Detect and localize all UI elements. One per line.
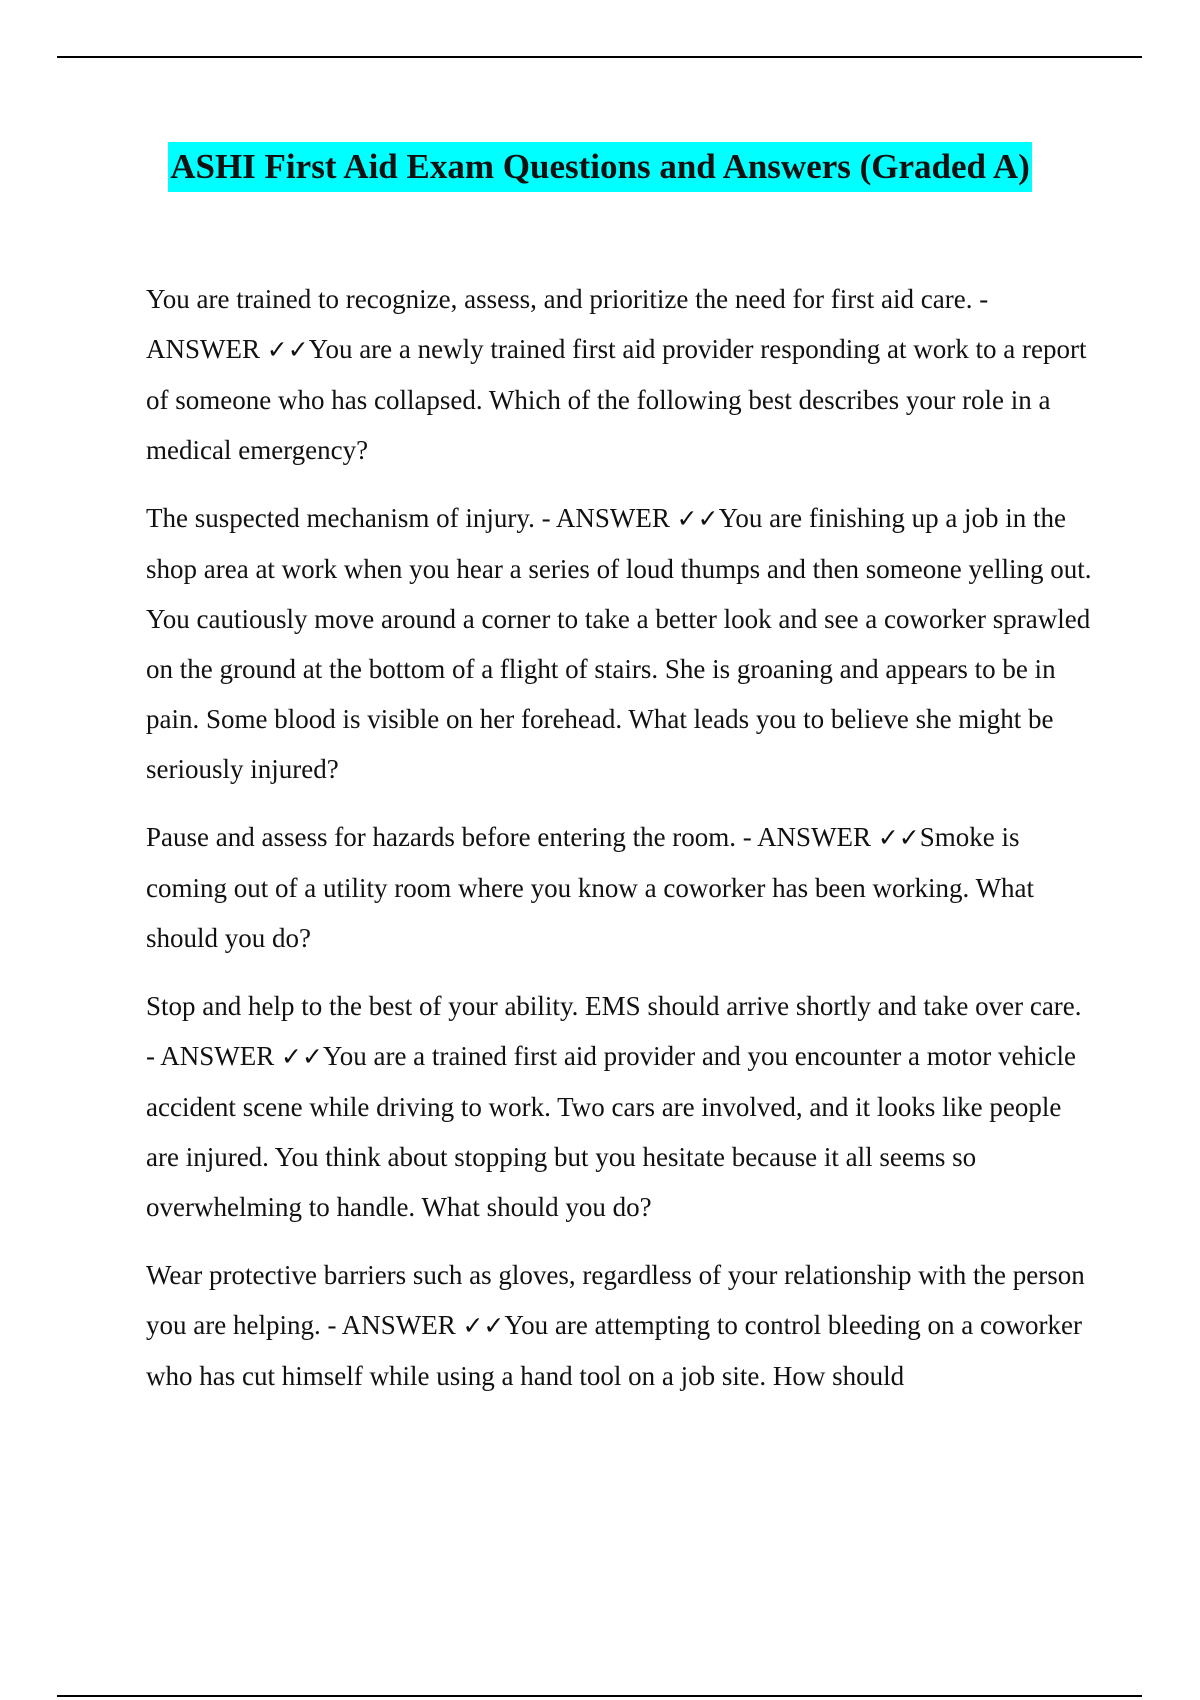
answer-label: ANSWER bbox=[555, 503, 670, 533]
document-title: ASHI First Aid Exam Questions and Answers (Graded A) bbox=[168, 142, 1032, 192]
double-check-icon: ✓✓ bbox=[281, 1042, 323, 1071]
answer-label: ANSWER bbox=[146, 334, 260, 364]
qa-entry bbox=[146, 812, 1094, 963]
qa-entry bbox=[146, 274, 1094, 475]
double-check-icon: ✓✓ bbox=[877, 823, 920, 852]
qa-list bbox=[146, 274, 1094, 1419]
answer-label: ANSWER bbox=[160, 1041, 275, 1071]
answer-text: You are trained to recognize, assess, and prioritize the need for first aid care. - bbox=[146, 284, 989, 314]
question-text: You are a newly trained first aid provider responding at work to a report of someone who has collapsed. Which of the following best describes your role in a medical emergency? bbox=[146, 334, 1087, 465]
answer-text: The suspected mechanism of injury. - bbox=[146, 503, 551, 533]
question-text: You are a trained first aid provider and you encounter a motor vehicle accident scene while driving to work. Two cars are involved, and it looks like people are injured. You think about stopping but you hesitate because it all seems so overwhelming to handle. What should you do? bbox=[146, 1041, 1076, 1222]
answer-text: Wear protective barriers such as gloves, regardless of your relationship with the person you are helping. - bbox=[146, 1260, 1085, 1340]
bottom-rule bbox=[57, 1695, 1142, 1697]
question-text: You are finishing up a job in the shop area at work when you hear a series of loud thumps and then someone yelling out. You cautiously move around a corner to take a better look and see a coworker sprawled on the ground at the bottom of a flight of stairs. She is groaning and appears to be in pain. Some blood is visible on her forehead. What leads you to believe she might be seriously injured? bbox=[146, 503, 1092, 784]
qa-entry bbox=[146, 1250, 1094, 1401]
answer-label: ANSWER bbox=[757, 822, 872, 852]
top-rule bbox=[57, 56, 1142, 58]
double-check-icon: ✓✓ bbox=[266, 335, 309, 364]
question-text: You are attempting to control bleeding on a coworker who has cut himself while using a hand tool on a job site. How should bbox=[146, 1310, 1082, 1391]
qa-entry bbox=[146, 981, 1094, 1232]
question-text: Smoke is coming out of a utility room where you know a coworker has been working. What should you do? bbox=[146, 822, 1035, 953]
double-check-icon: ✓✓ bbox=[676, 504, 719, 533]
title-container bbox=[0, 142, 1200, 192]
answer-text: Pause and assess for hazards before entering the room. - bbox=[146, 822, 752, 852]
answer-label: ANSWER bbox=[341, 1310, 456, 1340]
answer-text: Stop and help to the best of your ability. EMS should arrive shortly and take over care. - bbox=[146, 991, 1082, 1071]
double-check-icon: ✓✓ bbox=[462, 1311, 505, 1340]
qa-entry bbox=[146, 493, 1094, 794]
